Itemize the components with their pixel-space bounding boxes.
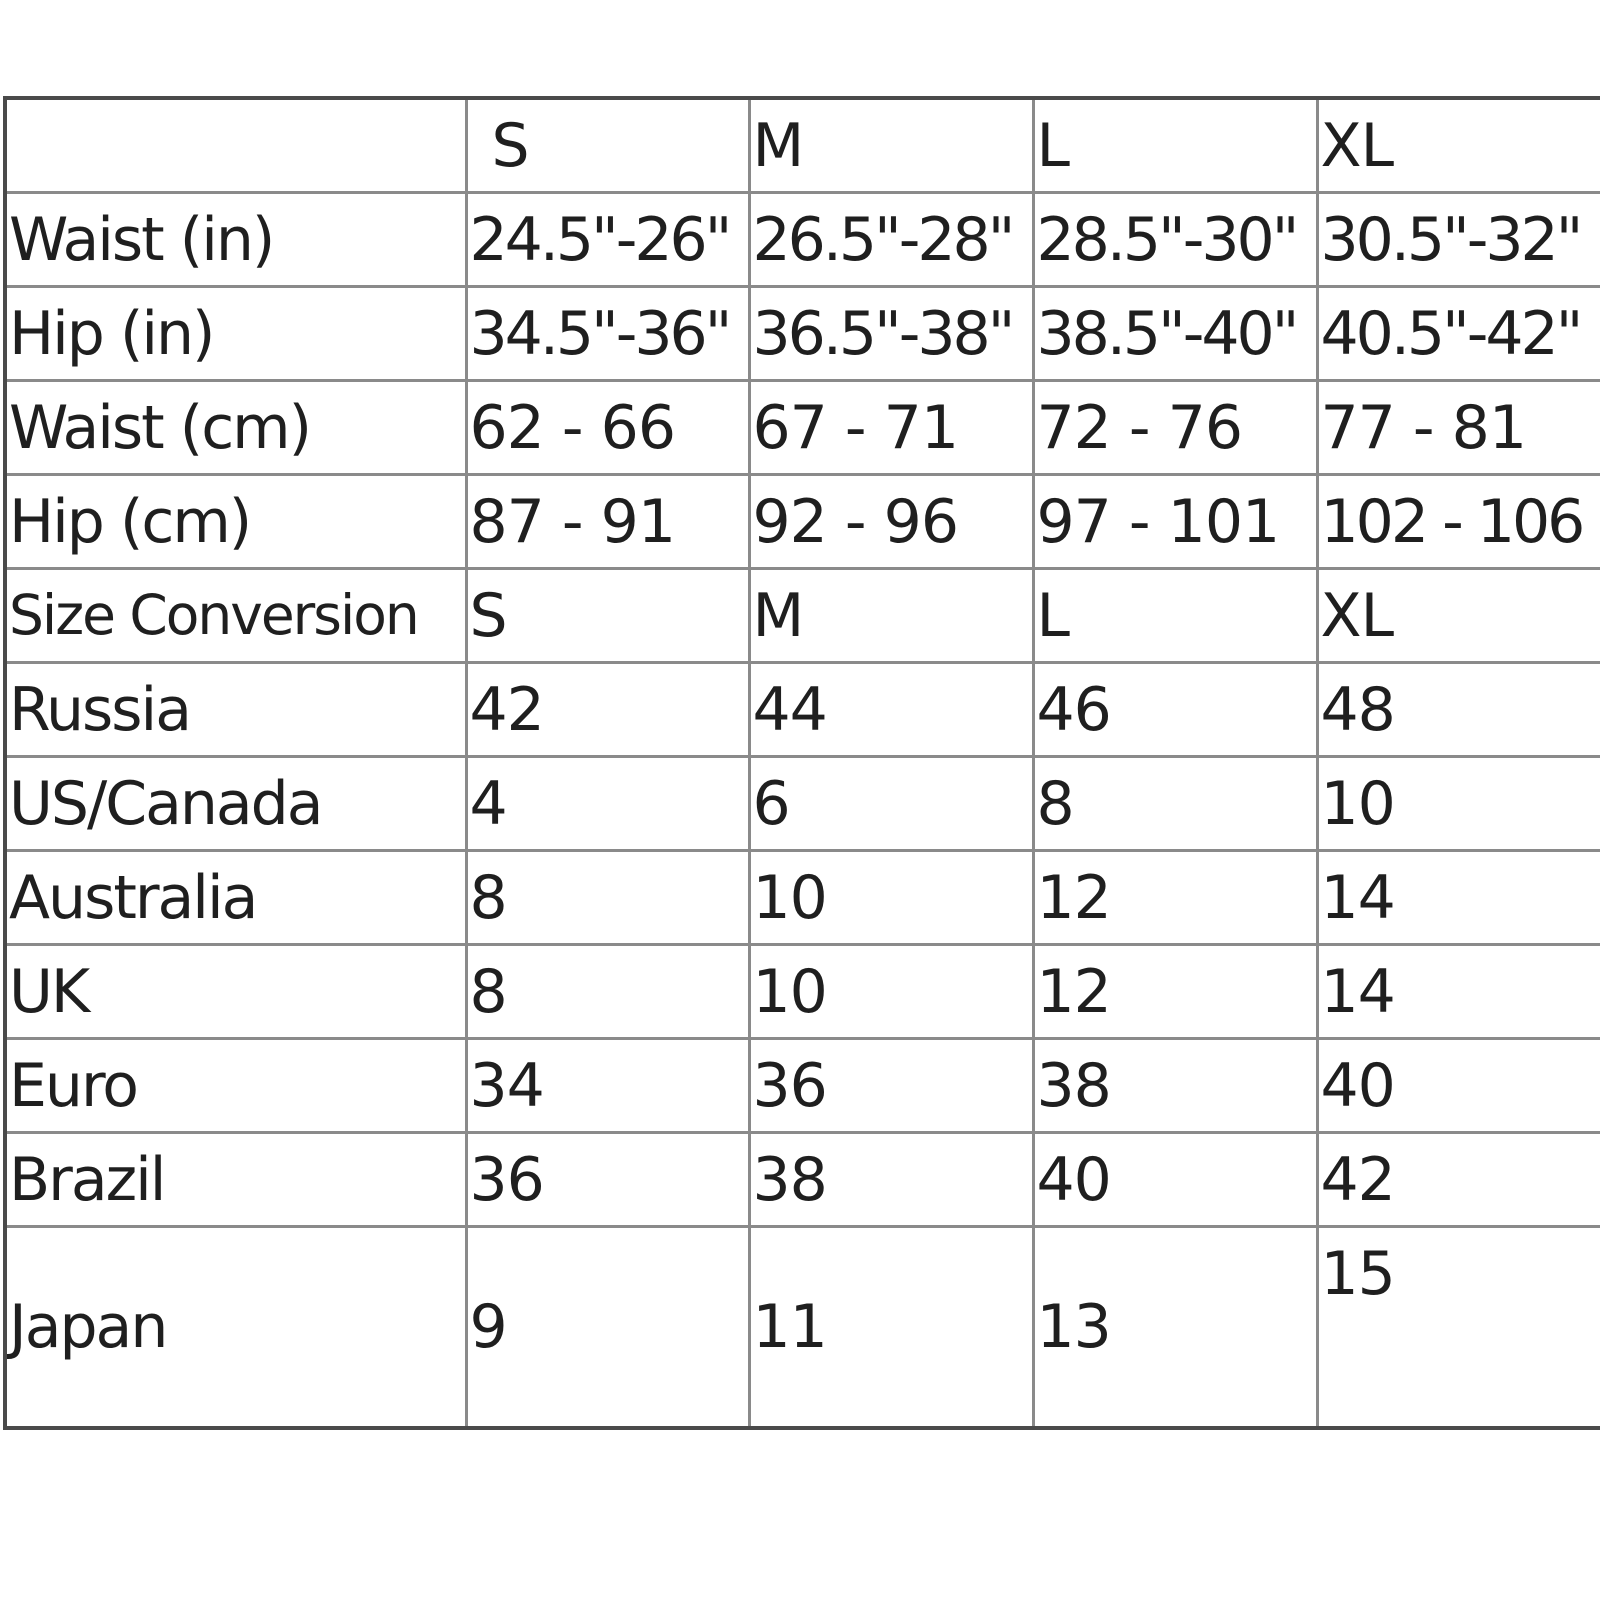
- table-cell: 102 - 106: [1317, 475, 1600, 569]
- table-cell: 15: [1317, 1227, 1600, 1429]
- table-row-australia: [5, 851, 1600, 945]
- table-cell: 72 - 76: [1033, 381, 1317, 475]
- table-cell: S: [466, 569, 749, 663]
- table-cell: 12: [1033, 945, 1317, 1039]
- size-chart-container: [3, 96, 1600, 1430]
- table-cell: M: [749, 569, 1033, 663]
- corner-cell: [5, 98, 466, 193]
- table-cell: 8: [466, 945, 749, 1039]
- table-row-waist-cm: [5, 381, 1600, 475]
- size-header-s: S: [466, 98, 749, 193]
- table-cell: 8: [1033, 757, 1317, 851]
- table-row-size-conversion: [5, 569, 1600, 663]
- row-label: UK: [5, 945, 466, 1039]
- table-cell: 10: [1317, 757, 1600, 851]
- size-header-row: [5, 98, 1600, 193]
- table-row-waist-in: [5, 193, 1600, 287]
- table-cell: 14: [1317, 945, 1600, 1039]
- table-cell: L: [1033, 569, 1317, 663]
- table-cell: 26.5"-28": [749, 193, 1033, 287]
- table-cell: 48: [1317, 663, 1600, 757]
- table-row-hip-in: [5, 287, 1600, 381]
- row-label: Russia: [5, 663, 466, 757]
- row-label: Australia: [5, 851, 466, 945]
- table-row-uk: [5, 945, 1600, 1039]
- table-cell: 30.5"-32": [1317, 193, 1600, 287]
- table-cell: 62 - 66: [466, 381, 749, 475]
- table-cell: 6: [749, 757, 1033, 851]
- table-cell: 44: [749, 663, 1033, 757]
- table-cell: 38: [749, 1133, 1033, 1227]
- table-row-euro: [5, 1039, 1600, 1133]
- row-label: US/Canada: [5, 757, 466, 851]
- table-cell: XL: [1317, 569, 1600, 663]
- size-header-xl: XL: [1317, 98, 1600, 193]
- table-cell: 38: [1033, 1039, 1317, 1133]
- table-cell: 10: [749, 945, 1033, 1039]
- table-cell: 10: [749, 851, 1033, 945]
- row-label: Hip (in): [5, 287, 466, 381]
- table-cell: 40.5"-42": [1317, 287, 1600, 381]
- table-cell: 92 - 96: [749, 475, 1033, 569]
- table-cell: 14: [1317, 851, 1600, 945]
- table-cell: 4: [466, 757, 749, 851]
- table-cell: 34: [466, 1039, 749, 1133]
- row-label: Euro: [5, 1039, 466, 1133]
- table-cell: 36: [749, 1039, 1033, 1133]
- table-row-japan: [5, 1227, 1600, 1429]
- table-cell: 46: [1033, 663, 1317, 757]
- size-chart-table: [3, 96, 1600, 1430]
- row-label: Waist (in): [5, 193, 466, 287]
- table-cell: 9: [466, 1227, 749, 1429]
- table-row-brazil: [5, 1133, 1600, 1227]
- size-header-l: L: [1033, 98, 1317, 193]
- table-cell: 24.5"-26": [466, 193, 749, 287]
- table-cell: 13: [1033, 1227, 1317, 1429]
- table-cell: 97 - 101: [1033, 475, 1317, 569]
- table-cell: 87 - 91: [466, 475, 749, 569]
- table-cell: 40: [1317, 1039, 1600, 1133]
- row-label: Brazil: [5, 1133, 466, 1227]
- table-cell: 40: [1033, 1133, 1317, 1227]
- size-header-m: M: [749, 98, 1033, 193]
- table-cell: 36.5"-38": [749, 287, 1033, 381]
- table-cell: 8: [466, 851, 749, 945]
- row-label: Hip (cm): [5, 475, 466, 569]
- table-row-hip-cm: [5, 475, 1600, 569]
- table-cell: 11: [749, 1227, 1033, 1429]
- row-label: Size Conversion: [5, 569, 466, 663]
- table-row-russia: [5, 663, 1600, 757]
- row-label: Japan: [5, 1227, 466, 1429]
- table-cell: 77 - 81: [1317, 381, 1600, 475]
- table-cell: 67 - 71: [749, 381, 1033, 475]
- table-row-us-canada: [5, 757, 1600, 851]
- table-cell: 38.5"-40": [1033, 287, 1317, 381]
- table-cell: 42: [1317, 1133, 1600, 1227]
- table-cell: 42: [466, 663, 749, 757]
- table-cell: 28.5"-30": [1033, 193, 1317, 287]
- table-cell: 36: [466, 1133, 749, 1227]
- table-cell: 34.5"-36": [466, 287, 749, 381]
- table-cell: 12: [1033, 851, 1317, 945]
- row-label: Waist (cm): [5, 381, 466, 475]
